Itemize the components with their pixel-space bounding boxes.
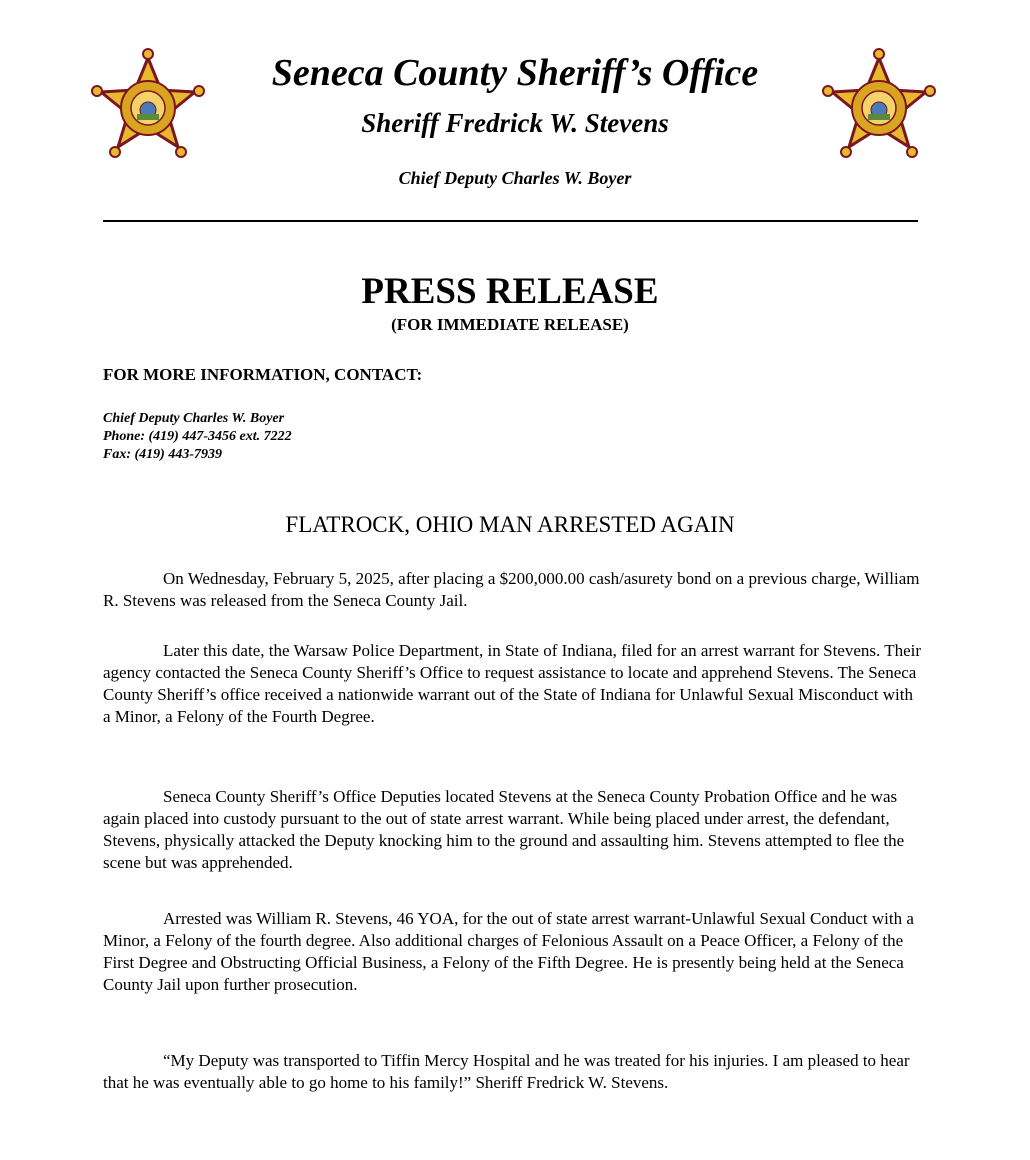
article-paragraph: On Wednesday, February 5, 2025, after placing a $200,000.00 cash/asurety bond on a previous charge, William R. Stevens was released from the Seneca County Jail. bbox=[103, 569, 920, 610]
immediate-release-note: (FOR IMMEDIATE RELEASE) bbox=[391, 315, 629, 334]
contact-phone: Phone: (419) 447-3456 ext. 7222 bbox=[103, 429, 292, 444]
article-headline: FLATROCK, OHIO MAN ARRESTED AGAIN bbox=[285, 512, 735, 537]
chief-deputy-name: Chief Deputy Charles W. Boyer bbox=[398, 168, 632, 188]
contact-name: Chief Deputy Charles W. Boyer bbox=[103, 411, 285, 426]
header-divider bbox=[103, 220, 918, 222]
article-paragraph: Seneca County Sheriff’s Office Deputies located Stevens at the Seneca County Probation Office and he was again placed into custody pursuant to the out of state arrest warrant. While being placed under arrest, the defendant, Stevens, physically attacked the Deputy knocking him to the ground and assaulting him. Stevens attempted to flee the scene but was apprehended. bbox=[103, 787, 905, 872]
contact-heading: FOR MORE INFORMATION, CONTACT: bbox=[103, 365, 423, 384]
article-paragraph: “My Deputy was transported to Tiffin Mercy Hospital and he was treated for his injuries. I am pleased to hear that he was eventually able to go home to his family!” Sheriff Fredrick W. Stevens. bbox=[103, 1051, 910, 1092]
sheriff-name: Sheriff Fredrick W. Stevens bbox=[361, 108, 669, 138]
office-title: Seneca County Sheriff’s Office bbox=[271, 52, 759, 94]
contact-info bbox=[103, 410, 292, 464]
article-paragraph: Later this date, the Warsaw Police Department, in State of Indiana, filed for an arrest warrant for Stevens. Their agency contacted the Seneca County Sheriff’s Office to request assistance to locate and apprehend Stevens. The Seneca County Sheriff’s office received a nationwide warrant out of the State of Indiana for Unlawful Sexual Misconduct with a Minor, a Felony of the Fourth Degree. bbox=[103, 641, 922, 726]
article-paragraph: Arrested was William R. Stevens, 46 YOA, for the out of state arrest warrant-Unlawful Sexual Conduct with a Minor, a Felony of the fourth degree. Also additional charges of Felonious Assault on a Peace Officer, a Felony of the First Degree and Obstructing Official Business, a Felony of the Fifth Degree. He is presently being held at the Seneca County Jail upon further prosecution. bbox=[103, 909, 914, 994]
contact-fax: Fax: (419) 443-7939 bbox=[103, 447, 222, 462]
press-release-title: PRESS RELEASE bbox=[361, 271, 659, 312]
